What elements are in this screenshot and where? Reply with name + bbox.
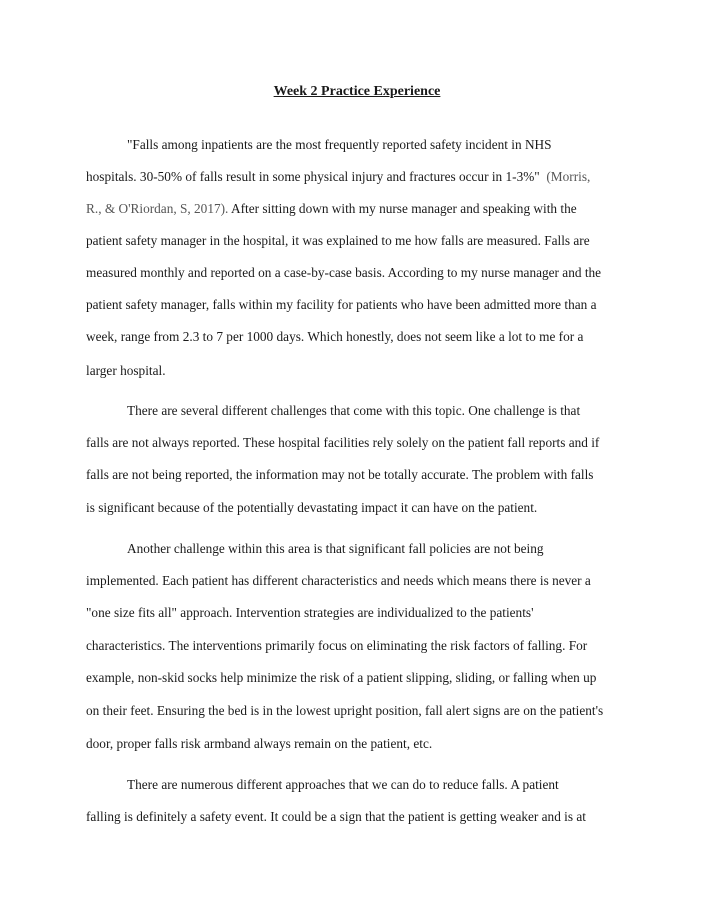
- paragraph-2-line-4: is significant because of the potentially devastating impact it can have on the patient.: [86, 500, 538, 515]
- paragraph-4-line-2: falling is definitely a safety event. It could be a sign that the patient is getting weaker and is at: [86, 809, 586, 824]
- citation-reference: R., & O'Riordan, S, 2017).: [86, 201, 229, 216]
- paragraph-2-line-3: falls are not being reported, the information may not be totally accurate. The problem with falls: [86, 467, 594, 482]
- paragraph-3-line-1: Another challenge within this area is that significant fall policies are not being: [127, 541, 544, 556]
- paragraph-4-line-1: There are numerous different approaches that we can do to reduce falls. A patient: [127, 777, 559, 792]
- document-title: Week 2 Practice Experience: [273, 84, 441, 99]
- paragraph-3-line-3: "one size fits all" approach. Intervention strategies are individualized to the patients': [86, 605, 534, 620]
- paragraph-3-line-5: example, non-skid socks help minimize the risk of a patient slipping, sliding, or falling when up: [86, 670, 597, 685]
- paragraph-1-line-1: "Falls among inpatients are the most frequently reported safety incident in NHS: [127, 137, 552, 152]
- paragraph-1-line-4: patient safety manager in the hospital, it was explained to me how falls are measured. Falls are: [86, 233, 590, 248]
- paragraph-3-line-6: on their feet. Ensuring the bed is in the lowest upright position, fall alert signs are on the patient's: [86, 703, 604, 718]
- paragraph-3-line-7: door, proper falls risk armband always remain on the patient, etc.: [86, 736, 433, 751]
- paragraph-1-line-3: [86, 199, 646, 219]
- paragraph-3-line-4: characteristics. The interventions primarily focus on eliminating the risk factors of falling. For: [86, 638, 588, 653]
- paragraph-1-line-3-text: After sitting down with my nurse manager and speaking with the: [230, 201, 577, 216]
- paragraph-1-line-8: larger hospital.: [86, 363, 166, 378]
- paragraph-3-line-2: implemented. Each patient has different characteristics and needs which means there is never a: [86, 573, 591, 588]
- citation-author: (Morris,: [546, 169, 591, 184]
- paragraph-1-line-7: week, range from 2.3 to 7 per 1000 days. Which honestly, does not seem like a lot to me for a: [86, 329, 584, 344]
- paragraph-2-line-2: falls are not always reported. These hospital facilities rely solely on the patient fall reports and if: [86, 435, 600, 450]
- paragraph-1-line-2: [86, 167, 646, 187]
- paragraph-1-line-6: patient safety manager, falls within my facility for patients who have been admitted more than a: [86, 297, 597, 312]
- paragraph-2-line-1: There are several different challenges that come with this topic. One challenge is that: [127, 403, 581, 418]
- paragraph-1-line-5: measured monthly and reported on a case-by-case basis. According to my nurse manager and the: [86, 265, 602, 280]
- paragraph-1-line-2-text: hospitals. 30-50% of falls result in some physical injury and fractures occur in 1-3%": [86, 169, 540, 184]
